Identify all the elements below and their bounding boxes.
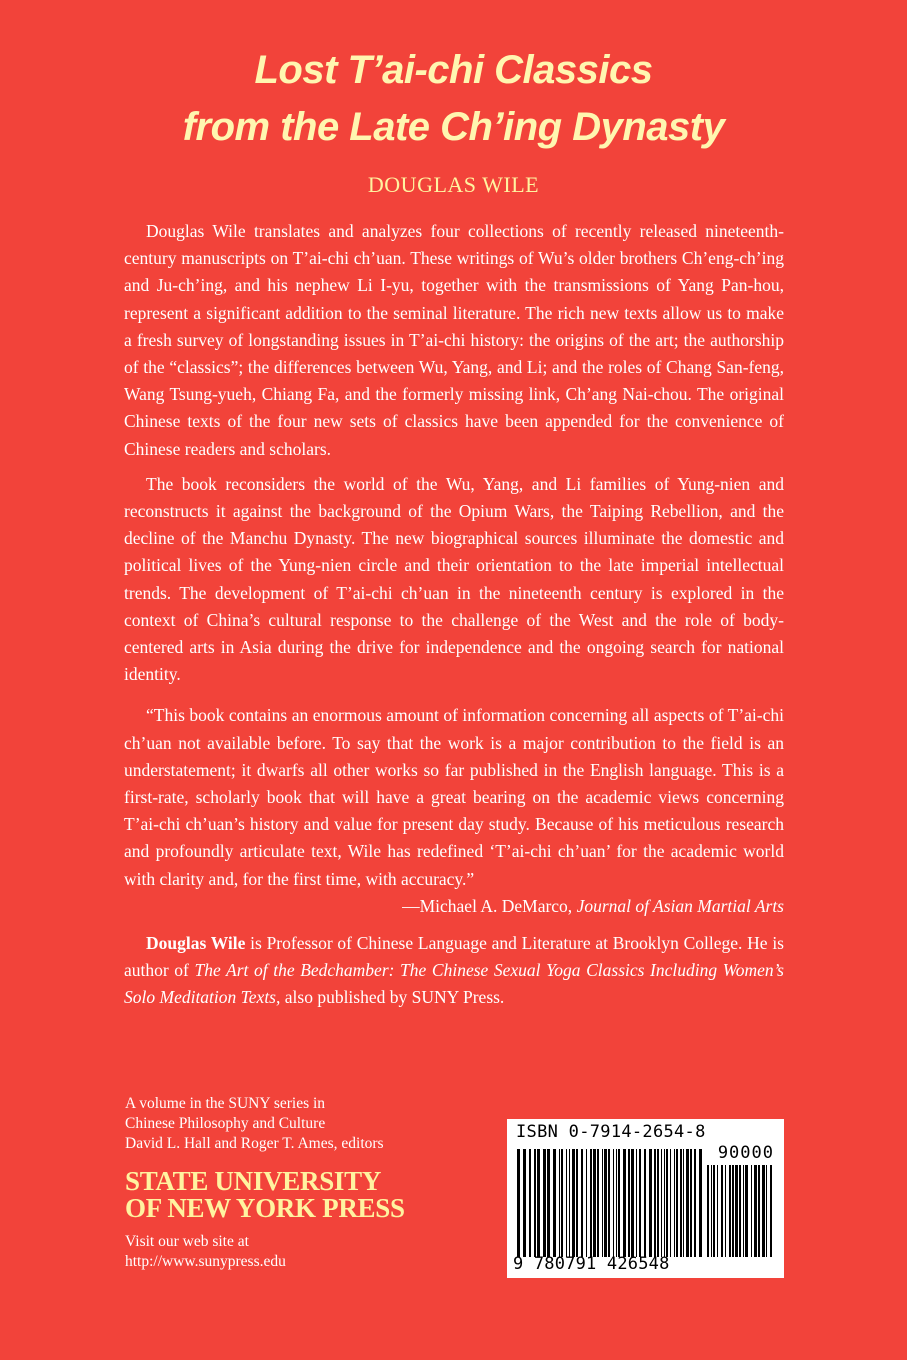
barcode-bar	[644, 1149, 646, 1257]
series-line-1: A volume in the SUNY series in	[125, 1095, 326, 1112]
ean-number: 9 780791 426548	[513, 1254, 670, 1274]
title-line-2: from the Late Ch’ing Dynasty	[182, 105, 725, 149]
review-quote: “This book contains an enormous amount of information concerning all aspects of T’ai-chi ch’uan not available before. To say that the work is a major contribution to the field is an understatement; it dwarfs all other works so far published in the English language. This is a first-rate, scholarly book that will have a great bearing on the academic views concerning T’ai-chi ch’uan’s history and value for present day study. Because of his meticulous research and profoundly articulate text, Wile has redefined ‘T’ai-chi ch’uan’ for the academic world with clarity and, for the first time, with accuracy.”	[124, 705, 784, 889]
barcode-bar	[770, 1165, 772, 1257]
review-attribution	[124, 893, 784, 920]
barcode-bar	[664, 1149, 665, 1257]
publisher-line-1: STATE UNIVERSITY	[125, 1166, 382, 1196]
web-url: http://www.sunypress.edu	[125, 1253, 286, 1270]
web-line-1: Visit our web site at	[125, 1233, 249, 1250]
barcode-bar	[725, 1165, 726, 1257]
barcode-bar	[602, 1149, 603, 1257]
description-paragraph-2: The book reconsiders the world of the Wu, Yang, and Li families of Yung-nien and reconstructs it against the background of the Opium Wars, the Taiping Rebellion, and the decline of the Manchu Dynasty. The new biographical sources illuminate the domestic and political lives of the Yung-nien circle and their orientation to the late imperial intellectual trends. The development of T’ai-chi ch’uan in the nineteenth century is explored in the context of China’s cultural response to the challenge of the West and the role of body-centered arts in Asia during the drive for independence and the ongoing search for national identity.	[124, 473, 784, 685]
barcode-bar	[743, 1165, 744, 1257]
barcode-bar	[699, 1149, 702, 1257]
publisher-line-2: OF NEW YORK PRESS	[125, 1193, 405, 1223]
barcode-bar	[639, 1149, 641, 1257]
barcode-bar	[732, 1165, 734, 1257]
series-info	[125, 1094, 384, 1154]
barcode-bar	[739, 1165, 741, 1257]
barcode-bar	[616, 1149, 617, 1257]
barcode-bar	[553, 1149, 556, 1257]
barcode-bar	[690, 1149, 692, 1257]
ean-barcode-bars	[517, 1149, 703, 1257]
bio-text-1: is Professor of Chinese Language and Literature at Brooklyn College. He is author of	[124, 933, 784, 981]
barcode-bar	[593, 1149, 596, 1257]
barcode-bar	[529, 1149, 531, 1257]
barcode-bar	[636, 1149, 637, 1257]
barcode	[507, 1119, 784, 1278]
isbn-label: ISBN 0-7914-2654-8	[516, 1122, 706, 1142]
series-line-3: David L. Hall and Roger T. Ames, editors	[125, 1135, 384, 1152]
barcode-bar	[566, 1149, 567, 1257]
barcode-bar	[670, 1149, 671, 1257]
price-addon-label: 90000	[717, 1143, 774, 1163]
author-name: DOUGLAS WILE	[367, 172, 540, 197]
barcode-bar	[628, 1149, 630, 1257]
barcode-bar	[613, 1149, 614, 1257]
barcode-bar	[537, 1149, 540, 1257]
barcode-bar	[745, 1165, 748, 1257]
barcode-bar	[631, 1149, 634, 1257]
author-bio	[124, 930, 784, 1012]
barcode-bar	[735, 1165, 738, 1257]
barcode-bar	[676, 1149, 678, 1257]
barcode-bar	[517, 1149, 520, 1257]
barcode-bar	[597, 1149, 599, 1257]
barcode-bar	[623, 1149, 626, 1257]
barcode-bar	[762, 1165, 765, 1257]
review-publication: Journal of Asian Martial Arts	[576, 895, 784, 916]
title-line-1: Lost T’ai-chi Classics	[254, 48, 653, 92]
barcode-bar	[729, 1165, 731, 1257]
barcode-bar	[543, 1149, 546, 1257]
bio-text-2: also published by SUNY Press.	[280, 987, 505, 1008]
barcode-bar	[569, 1149, 570, 1257]
barcode-bar	[604, 1149, 607, 1257]
barcode-bar	[523, 1149, 526, 1257]
barcode-bar	[707, 1165, 709, 1257]
back-cover-text	[124, 218, 784, 1012]
barcode-bar	[590, 1149, 592, 1257]
barcode-bar	[751, 1165, 752, 1257]
barcode-bar	[711, 1165, 712, 1257]
reviewer-name: —Michael A. DeMarco,	[402, 895, 577, 916]
publisher-logo	[125, 1168, 405, 1222]
barcode-bar	[547, 1149, 550, 1257]
description-paragraph-1: Douglas Wile translates and analyzes four collections of recently released nineteenth-century manuscripts on T’ai-chi ch’uan. These writings of Wu’s older brothers Ch’eng-ch’ing and Ju-ch’ing, and his nephew Li I-yu, together with the transmissions of Yang Pan-hou, represent a significant addition to the seminal literature. The rich new texts allow us to make a fresh survey of longstanding issues in T’ai-chi history: the origins of the art; the authorship of the “classics”; the differences between Wu, Yang, and Li; and the roles of Chang San-feng, Wang Tsung-yueh, Chiang Fa, and the formerly missing link, Ch’ang Nai-chou. The original Chinese texts of the four new sets of classics have been appended for the convenience of Chinese readers and scholars.	[124, 221, 784, 459]
barcode-bar	[661, 1149, 662, 1257]
barcode-bar	[694, 1149, 696, 1257]
barcode-bar	[680, 1149, 682, 1257]
barcode-bar	[586, 1149, 587, 1257]
barcode-bar	[608, 1149, 610, 1257]
bio-book-title: The Art of the Bedchamber: The Chinese Sexual Yoga Classics Including Women’s Solo Meditation Texts,	[124, 960, 784, 1008]
barcode-bar	[618, 1149, 620, 1257]
barcode-bar	[534, 1149, 536, 1257]
publisher-web	[125, 1232, 286, 1272]
barcode-bar	[721, 1165, 723, 1257]
barcode-bar	[717, 1165, 718, 1257]
barcode-bar	[581, 1149, 583, 1257]
barcode-bar	[561, 1149, 563, 1257]
barcode-bar	[666, 1149, 668, 1257]
barcode-bar	[649, 1149, 652, 1257]
barcode-bar	[674, 1149, 675, 1257]
barcode-bar	[657, 1149, 659, 1257]
barcode-bar	[654, 1149, 656, 1257]
barcode-bar	[766, 1165, 767, 1257]
barcode-bar	[576, 1149, 578, 1257]
barcode-bar	[559, 1149, 560, 1257]
bio-author-name: Douglas Wile	[146, 933, 246, 954]
barcode-bar	[683, 1149, 684, 1257]
barcode-bar	[713, 1165, 715, 1257]
series-line-2: Chinese Philosophy and Culture	[125, 1115, 326, 1132]
barcode-bar	[572, 1149, 575, 1257]
book-title	[0, 42, 907, 156]
addon-barcode-bars	[707, 1165, 775, 1257]
barcode-bar	[758, 1165, 760, 1257]
barcode-bar	[754, 1165, 757, 1257]
barcode-bar	[686, 1149, 689, 1257]
